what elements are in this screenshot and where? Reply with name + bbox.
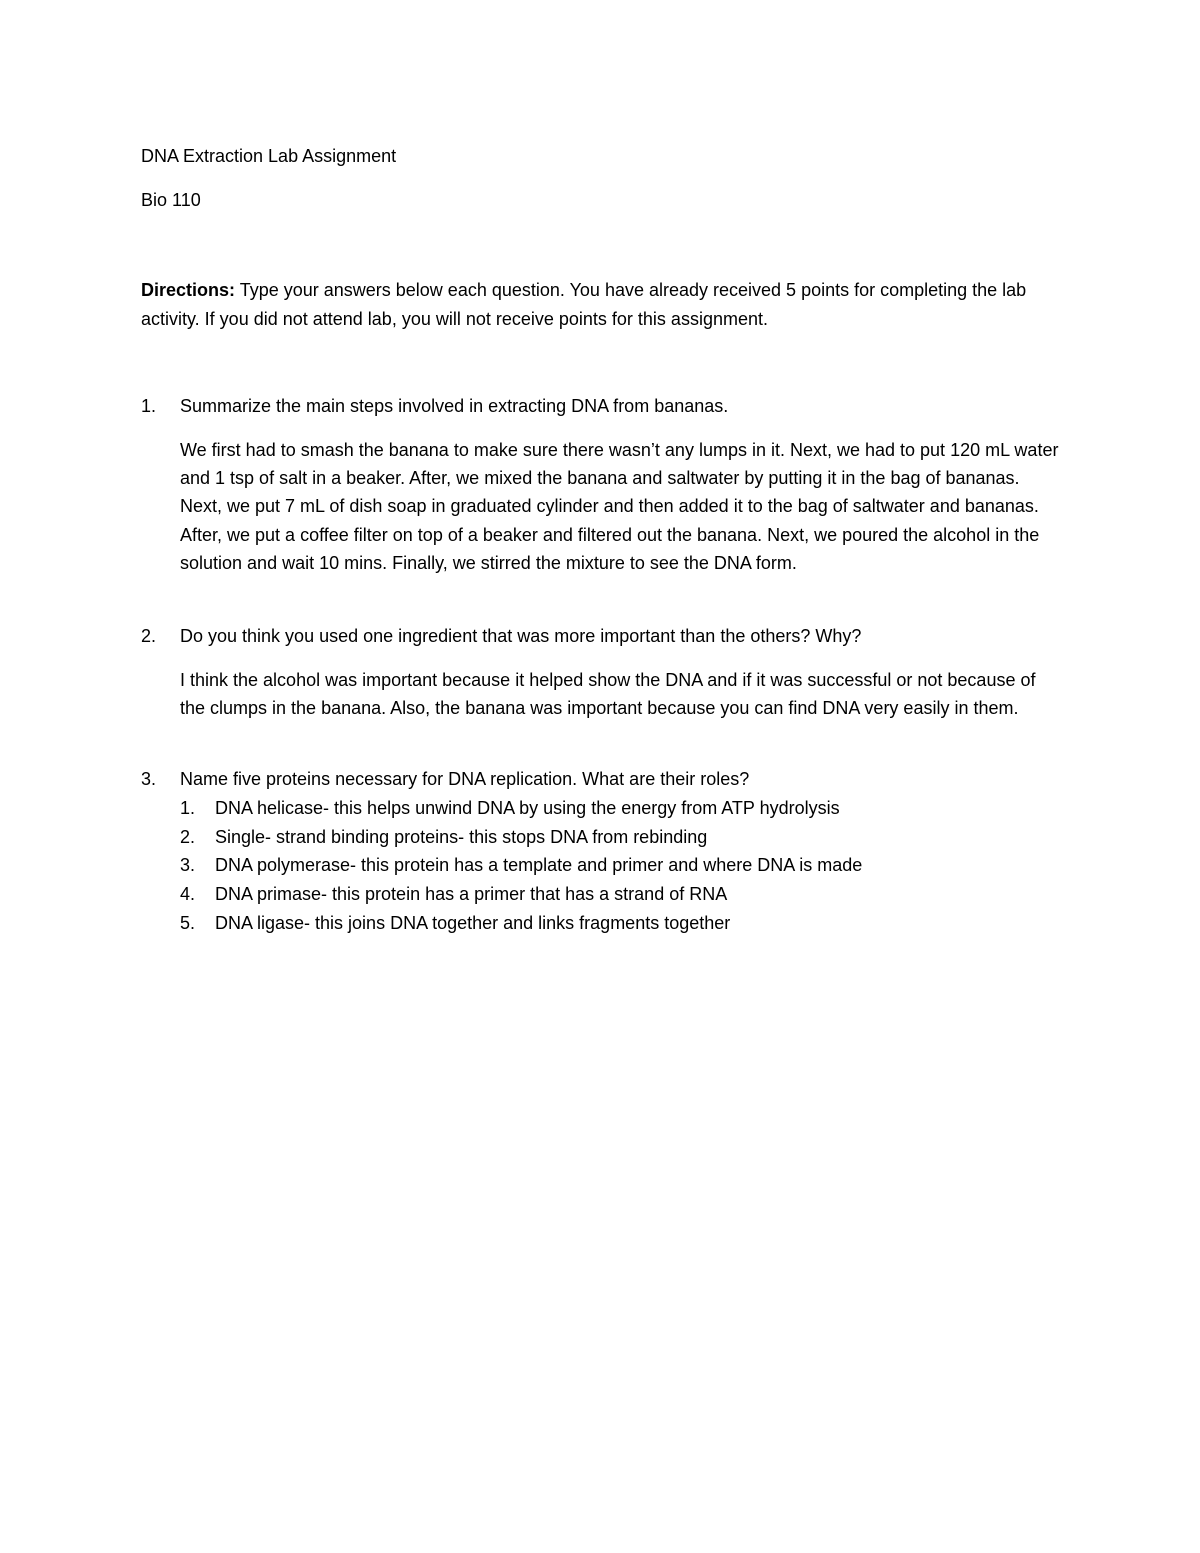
directions-paragraph xyxy=(141,276,1061,333)
question-number: 2. xyxy=(141,626,157,646)
directions-label: Directions: xyxy=(141,280,236,300)
list-item xyxy=(180,794,1060,823)
question-text: Name five proteins necessary for DNA replication. What are their roles? xyxy=(180,769,750,789)
course-name: Bio 110 xyxy=(141,190,201,210)
list-item-text: DNA helicase- this helps unwind DNA by using the energy from ATP hydrolysis xyxy=(215,798,840,818)
list-item-text: DNA primase- this protein has a primer that has a strand of RNA xyxy=(215,884,728,905)
answer-2: I think the alcohol was important because it helped show the DNA and if it was successful or not because of the clumps in the banana. Also, the banana was important because you can find DNA very easily in them. xyxy=(180,670,1036,719)
question-text: Summarize the main steps involved in extracting DNA from bananas. xyxy=(180,396,729,416)
list-item-number: 4. xyxy=(180,884,196,905)
list-item-text: DNA ligase- this joins DNA together and links fragments together xyxy=(215,912,731,933)
list-item xyxy=(180,880,1060,909)
directions-text: Type your answers below each question. You have already received 5 points for completing the lab activity. If you did not attend lab, you will not receive points for this assignment. xyxy=(141,280,1027,329)
answer-1: We first had to smash the banana to make sure there wasn’t any lumps in it. Next, we had to put 120 mL water and 1 tsp of salt in a beaker. After, we mixed the banana and saltwater by putting it in the bag of bananas. Next, we put 7 mL of dish soap in graduated cylinder and then added it to the bag of saltwater and bananas. After, we put a coffee filter on top of a beaker and filtered out the banana. Next, we poured the alcohol in the solution and wait 10 mins. Finally, we stirred the mixture to see the DNA form. xyxy=(180,440,1059,573)
document-title: DNA Extraction Lab Assignment xyxy=(141,146,397,166)
protein-list xyxy=(180,794,1060,937)
list-item xyxy=(180,909,1060,938)
question-number: 3. xyxy=(141,769,157,789)
question-text: Do you think you used one ingredient that was more important than the others? Why? xyxy=(180,626,862,646)
list-item-text: Single- strand binding proteins- this stops DNA from rebinding xyxy=(215,826,708,847)
list-item-number: 3. xyxy=(180,855,196,876)
list-item-number: 5. xyxy=(180,912,196,933)
list-item xyxy=(180,851,1060,880)
list-item-number: 2. xyxy=(180,826,196,847)
list-item xyxy=(180,823,1060,852)
question-number: 1. xyxy=(141,396,157,416)
list-item-number: 1. xyxy=(180,798,196,818)
list-item-text: DNA polymerase- this protein has a template and primer and where DNA is made xyxy=(215,855,863,876)
